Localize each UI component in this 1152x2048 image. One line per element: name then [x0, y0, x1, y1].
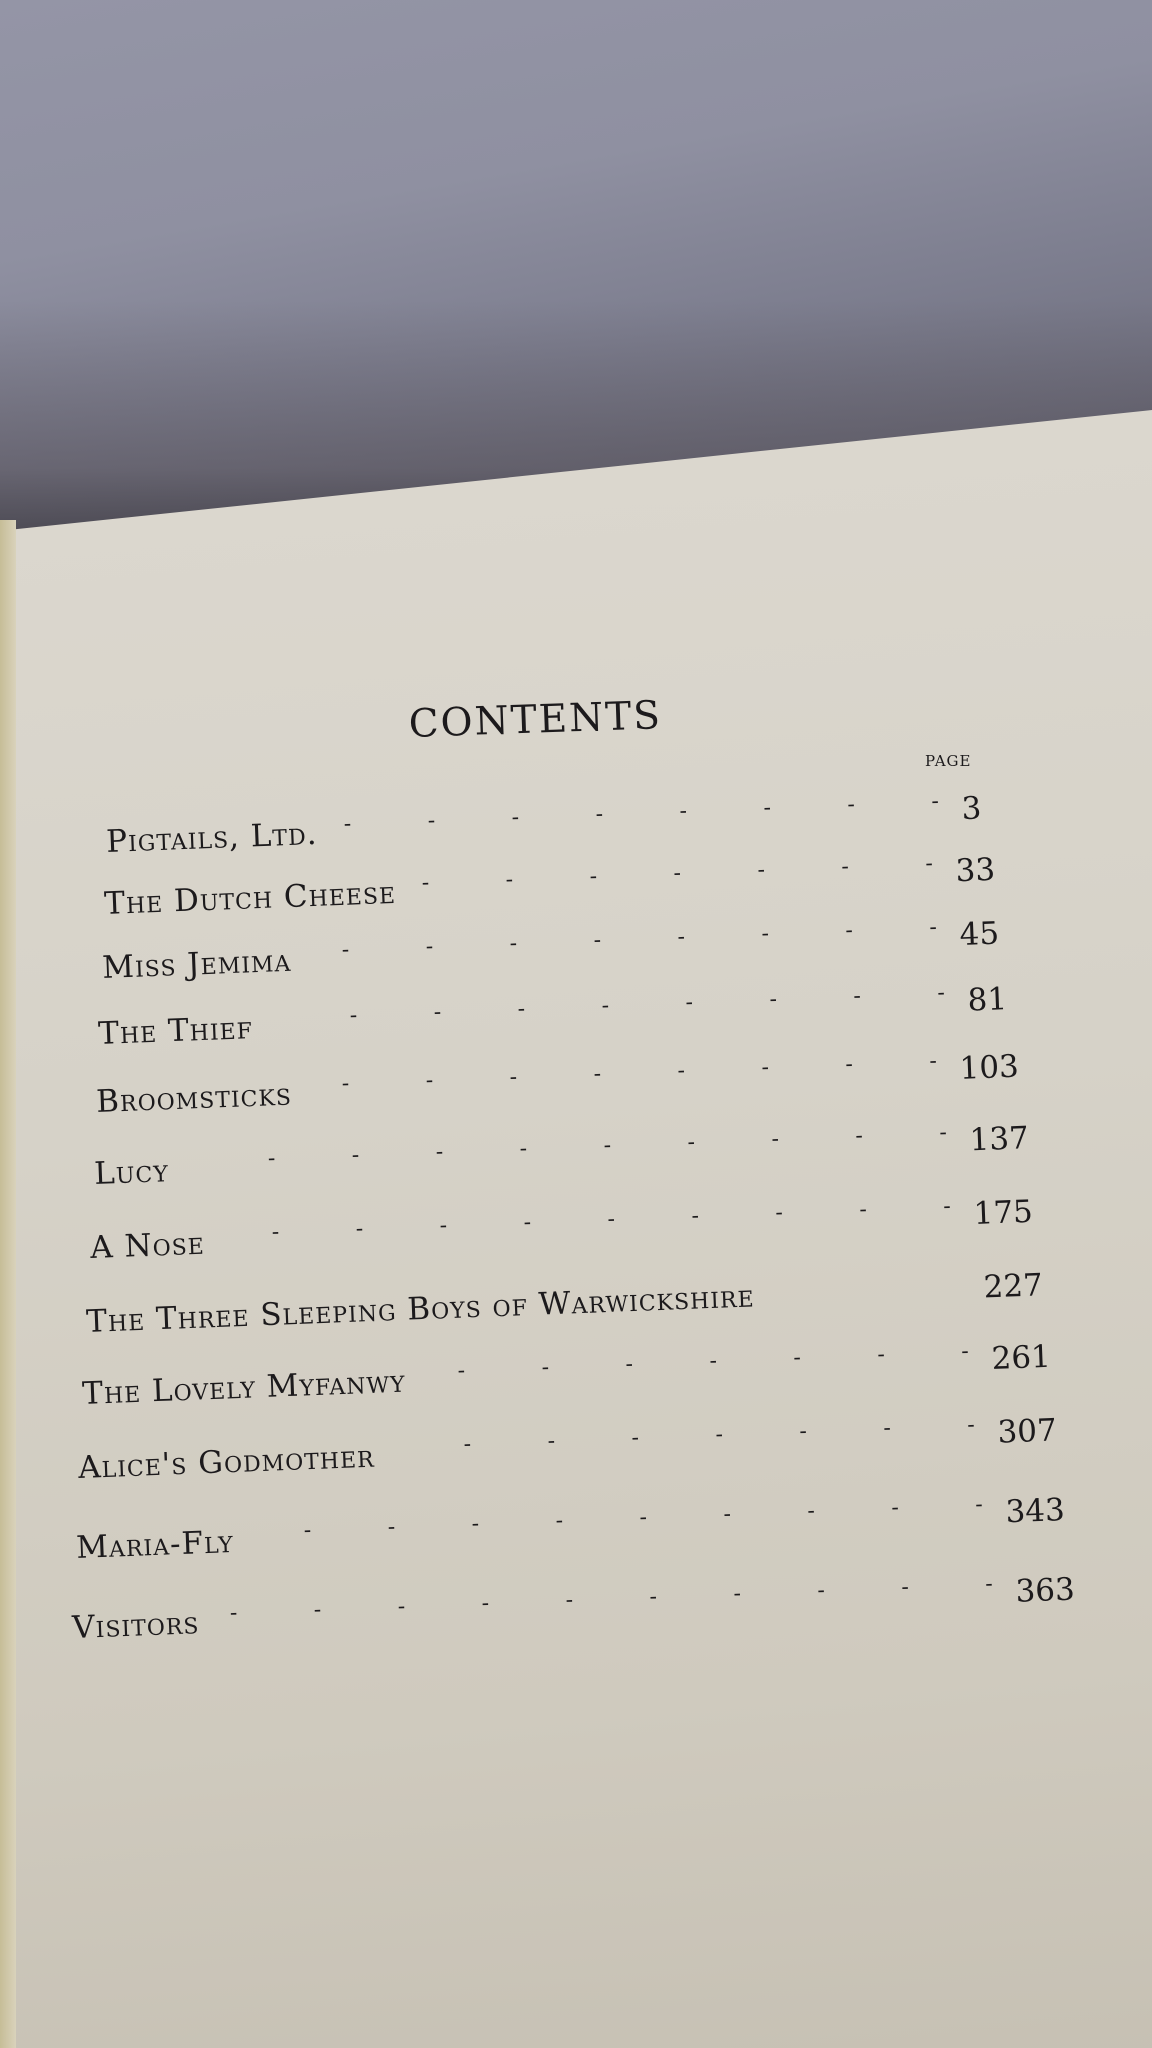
- toc-entry: [85, 1252, 1086, 1340]
- leader-dash: -: [844, 918, 854, 944]
- leader-dash: -: [774, 1200, 784, 1226]
- leader-dash: -: [595, 801, 604, 828]
- leader-dash: -: [677, 924, 686, 950]
- leader-dash: -: [844, 1051, 854, 1078]
- leader-dash: -: [565, 1587, 574, 1614]
- toc-entry: [77, 1398, 1078, 1486]
- leader-dash: -: [685, 990, 694, 1016]
- toc-entry: [81, 1324, 1082, 1412]
- leader-dash: -: [427, 808, 436, 834]
- leader-dash: -: [649, 1584, 658, 1610]
- toc-entry-title: Alice's Godmother: [77, 1438, 376, 1486]
- leader-dash: -: [762, 795, 772, 821]
- leader-dash: -: [687, 1129, 696, 1156]
- leader-dash: -: [439, 1213, 448, 1239]
- leader-dash: -: [846, 792, 856, 818]
- leader-dash: -: [517, 996, 526, 1022]
- leader-dash: -: [593, 927, 602, 954]
- leader-dash: -: [900, 1574, 910, 1601]
- leader-dash: -: [840, 854, 850, 880]
- leader-dash: -: [229, 1600, 238, 1626]
- leader-dash: -: [816, 1578, 826, 1604]
- leader-dash: -: [677, 1058, 686, 1084]
- leader-dash: -: [421, 870, 430, 896]
- toc-entry-title: The Dutch Cheese: [103, 874, 397, 922]
- page-column-label: PAGE: [925, 752, 972, 770]
- leader-dash: -: [349, 1003, 358, 1029]
- leader-dash: -: [425, 934, 434, 960]
- leader-dash: -: [691, 1203, 700, 1229]
- leader-dash: -: [397, 1594, 406, 1620]
- leader-dash: -: [511, 805, 520, 831]
- leader-dash: -: [854, 1123, 864, 1149]
- leader-dash: -: [732, 1581, 742, 1607]
- leader-dash: -: [714, 1422, 724, 1448]
- leader-dash: -: [852, 983, 862, 1009]
- leader-dash: -: [792, 1345, 802, 1371]
- leader-dash: -: [355, 1216, 364, 1242]
- toc-entry-title: Miss Jemima: [101, 942, 292, 986]
- leader-dash: -: [593, 1061, 602, 1087]
- leader-dash: -: [509, 931, 518, 957]
- leader-dash: -: [938, 1120, 948, 1146]
- leader-dash: -: [984, 1571, 994, 1597]
- leader-dash: -: [519, 1136, 528, 1162]
- leader-dash: -: [463, 1431, 472, 1458]
- leader-dash: -: [313, 1597, 322, 1623]
- leader-dash: -: [928, 1048, 938, 1074]
- leader-dash: -: [798, 1419, 808, 1445]
- leader-dash: -: [341, 937, 350, 963]
- leader-dash: -: [760, 1055, 770, 1081]
- leader-dash: -: [974, 1492, 984, 1518]
- leader-dash: -: [942, 1193, 952, 1220]
- leader-dash: -: [271, 1219, 280, 1246]
- toc-entry-title: Visitors: [71, 1605, 201, 1646]
- leader-dash: -: [722, 1501, 732, 1528]
- leader-dash: -: [625, 1351, 634, 1378]
- leader-dash: -: [555, 1508, 564, 1534]
- leader-dash: -: [708, 1348, 718, 1374]
- toc-entry-title: Pigtails, Ltd.: [105, 815, 319, 860]
- leader-dash: -: [882, 1415, 892, 1442]
- leader-dash: -: [457, 1358, 466, 1384]
- leader-dash: -: [679, 798, 688, 824]
- toc-entry: [89, 1178, 1090, 1266]
- toc-entry-title: A Nose: [89, 1225, 206, 1266]
- leader-dash: -: [481, 1590, 490, 1617]
- toc-entry: [75, 1478, 1076, 1566]
- leader-dash: -: [433, 999, 442, 1026]
- leader-dash: -: [607, 1206, 616, 1233]
- leader-dash: -: [936, 980, 946, 1006]
- leader-dash: -: [523, 1210, 532, 1236]
- toc-entry: [93, 1104, 1094, 1192]
- leader-dash: -: [601, 993, 610, 1019]
- leader-dash: -: [760, 921, 770, 947]
- leader-dash: -: [589, 864, 598, 890]
- toc-entry-page: 227: [982, 1267, 1044, 1306]
- leader-dash: -: [267, 1146, 276, 1172]
- leader-dash: -: [471, 1511, 480, 1537]
- leader-dash: -: [631, 1425, 640, 1451]
- leader-dash: -: [425, 1068, 434, 1094]
- leader-dash: -: [303, 1517, 312, 1544]
- leader-dash: -: [930, 789, 940, 815]
- toc-entry-title: Lucy: [93, 1153, 170, 1192]
- toc-entry-page: 45: [958, 915, 1000, 954]
- leader-dash: -: [768, 986, 778, 1013]
- leader-dash: -: [435, 1139, 444, 1165]
- leader-dash: -: [876, 1342, 886, 1368]
- toc-entry-page: 363: [1014, 1571, 1076, 1610]
- toc-entry-title: Broomsticks: [95, 1076, 293, 1120]
- toc-entry-title: Maria-Fly: [75, 1523, 235, 1566]
- leader-dash: -: [770, 1126, 780, 1152]
- toc-entry-page: 175: [972, 1193, 1034, 1233]
- toc-entry-page: 81: [966, 981, 1008, 1019]
- toc-entry: [71, 1558, 1076, 1646]
- leader-dash: -: [603, 1133, 612, 1159]
- leader-dash: -: [858, 1197, 868, 1223]
- toc-entry-page: 137: [968, 1120, 1030, 1159]
- leader-dash: -: [547, 1428, 556, 1454]
- leader-dash: -: [351, 1142, 360, 1169]
- toc-entry-page: 261: [990, 1338, 1052, 1378]
- leader-dash: -: [966, 1412, 976, 1438]
- leader-dash: -: [924, 851, 934, 877]
- toc-entry-page: 343: [1004, 1492, 1066, 1531]
- leader-dash: -: [639, 1505, 648, 1531]
- leader-dash: -: [960, 1338, 970, 1365]
- leader-dash: -: [928, 914, 938, 941]
- toc-entry-title: The Lovely Myfanwy: [81, 1363, 407, 1412]
- leader-dash: -: [505, 867, 514, 893]
- toc-entry-page: 103: [958, 1048, 1020, 1087]
- leader-dash: -: [343, 811, 352, 837]
- toc-entry-page: 33: [954, 851, 996, 890]
- leader-dash: -: [890, 1495, 900, 1521]
- leader-dash: -: [341, 1071, 350, 1097]
- leader-dash: -: [756, 857, 766, 883]
- toc-entry-title: The Thief: [97, 1010, 254, 1052]
- leader-dash: -: [673, 860, 682, 887]
- leader-dash: -: [541, 1355, 550, 1381]
- leader-dash: -: [509, 1064, 518, 1091]
- toc-entry-page: 3: [960, 790, 983, 828]
- contents-heading: CONTENTS: [408, 693, 663, 747]
- toc-entry-title: The Three Sleeping Boys of Warwickshire: [85, 1278, 756, 1340]
- toc-entry-page: 307: [996, 1412, 1058, 1451]
- leader-dash: -: [387, 1514, 396, 1541]
- leader-dash: -: [806, 1498, 816, 1524]
